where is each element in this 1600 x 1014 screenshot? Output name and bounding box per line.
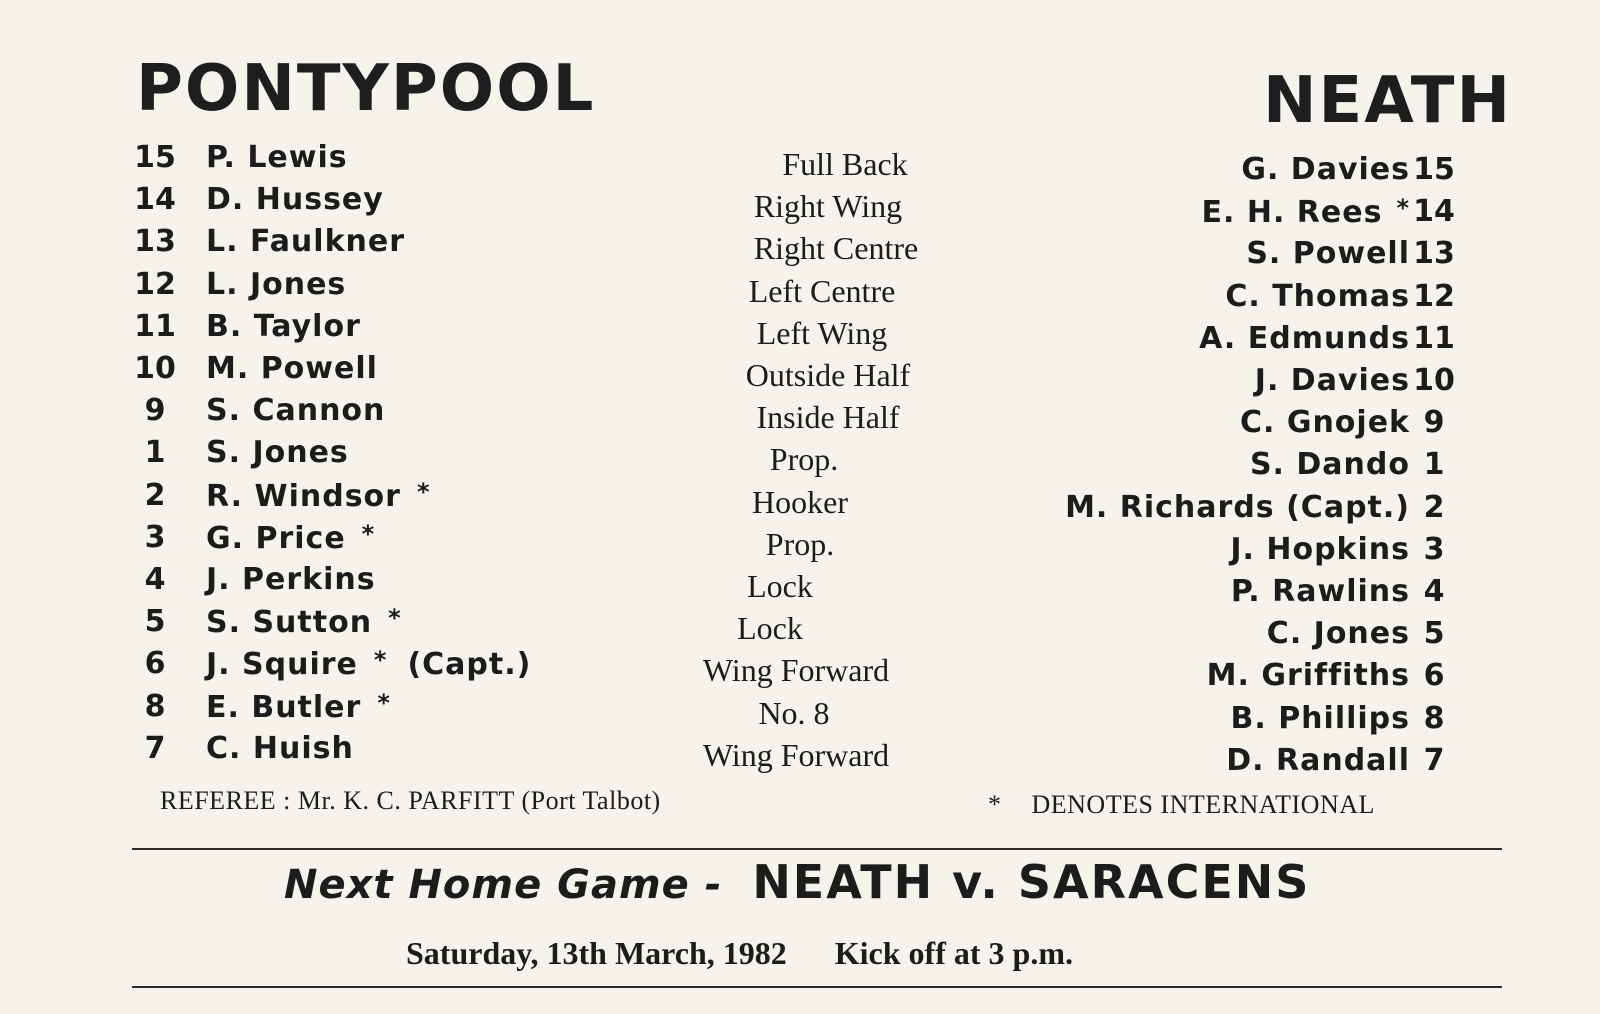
home-player: [206, 731, 354, 766]
position-label: Inside Half: [756, 399, 900, 436]
home-player: [206, 520, 375, 556]
away-player-number: 13: [1413, 236, 1455, 272]
away-player: [1255, 363, 1410, 398]
away-player-number: 8: [1423, 700, 1445, 736]
home-player-name: G. Price: [206, 520, 346, 556]
home-player-row: [0, 478, 650, 520]
home-player-row: [0, 646, 650, 688]
next-game-label: Next Home Game -: [284, 862, 723, 908]
away-player: [1246, 236, 1410, 271]
home-player-row: [0, 689, 650, 731]
position-label: Left Centre: [748, 272, 896, 309]
home-player-number: 13: [134, 224, 176, 260]
position-label: Wing Forward: [702, 652, 890, 689]
international-marker: *: [361, 519, 376, 548]
captain-label: (Capt.): [407, 647, 532, 683]
position-label: Prop.: [769, 441, 839, 478]
home-player-name: S. Jones: [206, 435, 349, 471]
home-player-name: L. Jones: [206, 266, 347, 302]
away-player-number: 10: [1413, 363, 1455, 398]
home-player: [206, 182, 384, 217]
home-team-title: PONTYPOOL: [136, 52, 596, 126]
home-player: [206, 562, 376, 597]
position-label: No. 8: [758, 694, 830, 731]
away-player-number: 3: [1423, 531, 1445, 567]
home-player: [206, 140, 348, 175]
away-team-title: NEATH: [1262, 64, 1512, 138]
next-game-fixture: NEATH v. SARACENS: [752, 855, 1311, 909]
position-label: Hooker: [752, 483, 848, 520]
home-player-number: 10: [134, 351, 176, 386]
away-player-name: S. Powell: [1246, 236, 1410, 272]
home-player: [206, 351, 378, 386]
next-home-game: [284, 855, 1310, 909]
home-player-number: 3: [144, 519, 166, 555]
home-player-number: 6: [144, 646, 166, 682]
international-note-text: DENOTES INTERNATIONAL: [1031, 790, 1375, 819]
home-player: [206, 224, 405, 259]
home-player-number: 14: [134, 182, 176, 218]
home-player-name: P. Lewis: [206, 140, 348, 175]
home-player-number: 4: [144, 562, 166, 597]
away-player-name: J. Davies: [1254, 363, 1410, 398]
home-player-name: D. Hussey: [206, 182, 384, 218]
away-player: [1250, 447, 1410, 482]
away-player: [1231, 574, 1410, 609]
home-player-name: S. Sutton: [206, 605, 373, 641]
away-player-number: 6: [1423, 658, 1445, 694]
divider-bottom: [132, 986, 1502, 988]
away-player: [1230, 701, 1410, 736]
home-player-row: [0, 435, 650, 477]
home-player-row: [0, 267, 650, 309]
home-player-number: 2: [144, 477, 166, 513]
home-player: [206, 689, 391, 725]
home-player-name: M. Powell: [206, 351, 378, 386]
away-player-name: S. Dando: [1249, 447, 1410, 483]
international-marker: *: [373, 646, 388, 675]
home-player-number: 11: [134, 308, 176, 344]
position-label: Prop.: [765, 525, 835, 562]
home-player-row: [0, 224, 650, 266]
international-note: [988, 790, 1375, 820]
home-player: [206, 435, 349, 470]
position-label: Wing Forward: [702, 736, 890, 773]
away-player-number: 11: [1413, 320, 1455, 356]
away-player-number: 2: [1423, 489, 1445, 525]
away-player-name: P. Rawlins: [1230, 574, 1410, 609]
away-player: [1226, 743, 1410, 778]
away-player-number: 5: [1423, 616, 1445, 652]
away-player-number: 15: [1413, 152, 1455, 187]
away-player-name: M. Richards (Capt.): [1065, 489, 1410, 525]
divider-top: [132, 848, 1502, 850]
home-player-name: J. Perkins: [206, 562, 376, 597]
home-player-row: [0, 393, 650, 435]
away-player: [1202, 194, 1411, 230]
home-player-name: C. Huish: [206, 730, 354, 766]
home-player-name: B. Taylor: [206, 308, 361, 344]
away-player-name: C. Thomas: [1225, 278, 1410, 314]
referee-line: REFEREE : Mr. K. C. PARFITT (Port Talbot): [160, 786, 661, 815]
international-marker: *: [377, 688, 391, 717]
away-player: [1240, 405, 1410, 440]
away-player-name: M. Griffiths: [1206, 658, 1410, 694]
away-player-name: J. Hopkins: [1230, 531, 1410, 567]
home-player-number: 12: [134, 266, 176, 302]
home-player-number: 8: [144, 688, 166, 724]
away-player: [1230, 532, 1410, 567]
away-player-name: C. Jones: [1266, 616, 1410, 652]
away-player-number: 12: [1413, 278, 1455, 314]
away-player-name: E. H. Rees: [1201, 195, 1383, 231]
international-marker: *: [416, 477, 431, 506]
away-player: [1267, 616, 1410, 651]
next-game-details: [406, 935, 1073, 972]
home-player-row: [0, 140, 650, 182]
next-game-date: Saturday, 13th March, 1982: [406, 935, 787, 971]
position-label: Lock: [737, 610, 803, 647]
home-player-number: 15: [134, 140, 176, 175]
home-player: [206, 309, 361, 344]
home-player-number: 7: [144, 730, 166, 766]
away-player-number: 14: [1413, 194, 1455, 230]
home-player-number: 9: [144, 393, 166, 429]
home-player: [206, 646, 531, 682]
home-player-number: 5: [144, 604, 166, 640]
asterisk-symbol: *: [988, 790, 1002, 819]
position-label: Right Wing: [753, 188, 903, 225]
away-player-name: B. Phillips: [1230, 700, 1410, 736]
home-player-name: E. Butler: [206, 689, 362, 725]
home-player-row: [0, 520, 650, 562]
away-player-name: D. Randall: [1226, 742, 1410, 778]
next-game-kickoff: Kick off at 3 p.m.: [834, 935, 1073, 971]
home-player: [206, 604, 402, 640]
away-player-name: G. Davies: [1241, 152, 1410, 187]
home-player-row: [0, 731, 650, 773]
away-player-number: 9: [1423, 405, 1445, 441]
home-player-row: [0, 604, 650, 646]
home-player: [206, 267, 346, 302]
home-player-row: [0, 182, 650, 224]
away-player-name: A. Edmunds: [1199, 320, 1410, 356]
away-player: [1207, 658, 1410, 693]
home-player-row: [0, 562, 650, 604]
international-marker: *: [1396, 194, 1410, 223]
position-label: Lock: [747, 568, 813, 604]
home-player-row: [0, 309, 650, 351]
home-player-name: R. Windsor: [206, 478, 401, 514]
home-player: [206, 393, 385, 428]
home-player: [206, 478, 431, 514]
position-label: Left Wing: [756, 314, 888, 351]
position-label: Right Centre: [753, 230, 919, 267]
position-label: Outside Half: [745, 357, 911, 393]
away-player-number: 7: [1423, 742, 1445, 778]
position-label: Full Back: [782, 146, 908, 182]
away-player: [1199, 321, 1410, 356]
home-player-number: 1: [144, 435, 166, 471]
home-player-name: L. Faulkner: [206, 224, 406, 260]
home-player-row: [0, 351, 650, 393]
away-player: [1065, 490, 1410, 525]
away-player: [1225, 279, 1410, 314]
away-player-number: 1: [1423, 447, 1445, 483]
away-player-number: 4: [1423, 574, 1445, 609]
home-player-name: J. Squire: [206, 647, 358, 683]
international-marker: *: [388, 604, 402, 633]
away-player-name: C. Gnojek: [1239, 405, 1410, 441]
home-player-name: S. Cannon: [206, 393, 386, 429]
away-player: [1241, 152, 1410, 187]
